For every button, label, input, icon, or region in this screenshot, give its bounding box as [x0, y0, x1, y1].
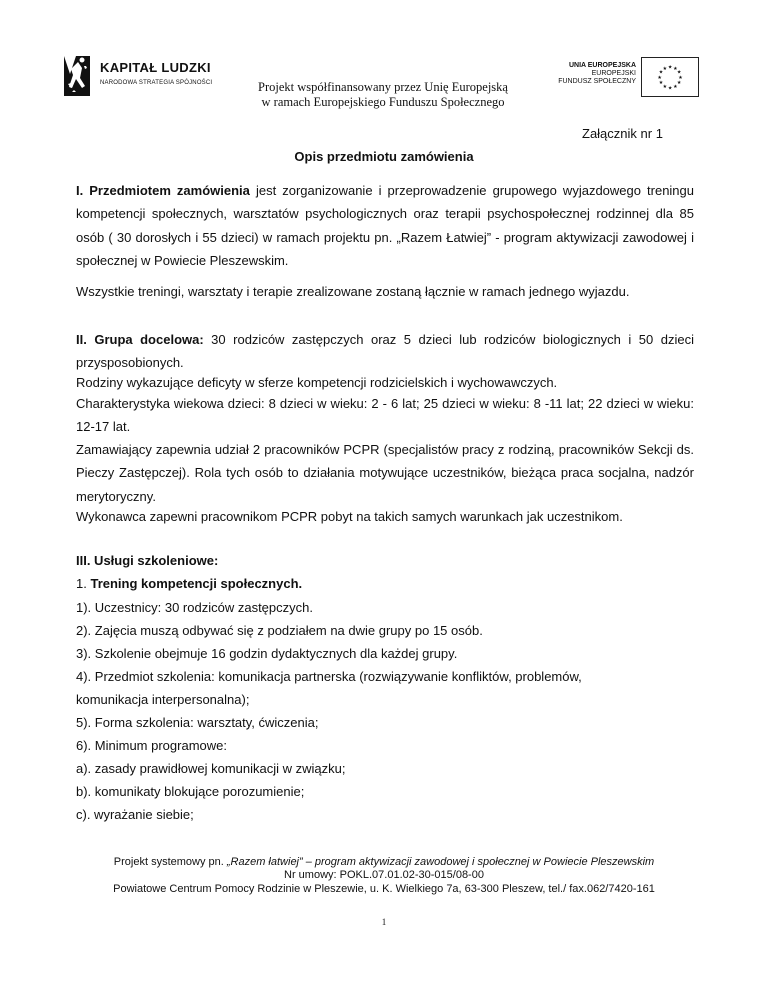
list-item: 6). Minimum programowe: — [76, 738, 227, 753]
annex-label: Załącznik nr 1 — [582, 126, 663, 141]
page-number: 1 — [381, 917, 387, 927]
list-item: 4). Przedmiot szkolenia: komunikacja partnerska (rozwiązywanie konfliktów, problemów, — [76, 669, 582, 684]
footer-address: Powiatowe Centrum Pomocy Rodzinie w Pleszewie, u. K. Wielkiego 7a, 63-300 Pleszew, tel./ fax.062/7420-161 — [113, 882, 655, 895]
eu-star-icon: ★ — [667, 86, 673, 92]
footer-contract: Nr umowy: POKL.07.01.02-30-015/08-00 — [284, 869, 484, 882]
eu-star-icon: ★ — [662, 84, 667, 90]
section-2-text: 30 rodziców zastępczych oraz 5 dzieci lub rodziców biologicznych i 50 dzieci przysposobionych. — [76, 332, 694, 371]
section-3-sub-number: 1. — [76, 576, 91, 591]
eu-label — [548, 62, 636, 86]
section-3-subheading — [76, 576, 302, 591]
list-item: komunikacja interpersonalna); — [76, 692, 250, 707]
eu-line-1: UNIA EUROPEJSKA — [568, 62, 636, 69]
section-1-text: jest zorganizowanie i przeprowadzenie grupowego wyjazdowego treningu kompetencji społecznych, warsztatów psychologicznych oraz terapii psychospołecznej rodzinnej dla 85 osób ( 30 dorosłych i 55 dzieci) w ramach projektu pn. „Razem Łatwiej” - program aktywizacji zawodowej i społecznej w Powiecie Pleszewskim. — [76, 183, 694, 269]
cofunding-line-2: w ramach Europejskiego Funduszu Społecznego — [261, 95, 505, 109]
eu-star-icon: ★ — [658, 70, 664, 76]
eu-star-icon: ★ — [658, 81, 664, 87]
section-2-p5: Wykonawca zapewni pracownikom PCPR pobyt na takich samych warunkach jak uczestnikom. — [76, 509, 623, 524]
section-1-heading: I. Przedmiotem zamówienia — [76, 183, 250, 198]
list-item: 5). Forma szkolenia: warsztaty, ćwiczenia; — [76, 715, 319, 730]
list-item: c). wyrażanie siebie; — [76, 807, 194, 822]
list-item: a). zasady prawidłowej komunikacji w związku; — [76, 761, 346, 776]
section-1-paragraph — [76, 179, 694, 273]
footer-project: „Razem łatwiej” – program aktywizacji zawodowej i społecznej w Powiecie Pleszewskim — [226, 856, 655, 868]
section-3-heading: III. Usługi szkoleniowe: — [76, 553, 219, 568]
page-title: Opis przedmiotu zamówienia — [294, 149, 474, 164]
eu-star-icon: ★ — [673, 66, 678, 72]
eu-star-icon: ★ — [678, 75, 683, 81]
logo-title: KAPITAŁ LUDZKI — [100, 60, 211, 75]
section-1-text-2: Wszystkie treningi, warsztaty i terapie zrealizowane zostaną łącznie w ramach jednego wyjazdu. — [76, 284, 630, 299]
eu-star-icon: ★ — [673, 84, 678, 90]
logo-subtitle: NARODOWA STRATEGIA SPÓJNOŚCI — [100, 80, 213, 86]
eu-line-3: FUNDUSZ SPOŁECZNY — [558, 78, 636, 85]
list-item: b). komunikaty blokujące porozumienie; — [76, 784, 305, 799]
kapital-ludzki-logo — [60, 54, 230, 104]
section-3-sub-title: Trening kompetencji społecznych. — [90, 576, 303, 591]
eu-star-icon: ★ — [667, 65, 673, 71]
eu-flag-icon — [641, 57, 699, 97]
section-2-p3: Charakterystyka wiekowa dzieci: 8 dzieci w wieku: 2 - 6 lat; 25 dzieci w wieku: 8 -11 lat; 22 dzieci w wieku: 12-17 lat. — [76, 396, 694, 435]
section-2-paragraph — [76, 328, 694, 375]
list-item: 3). Szkolenie obejmuje 16 godzin dydaktycznych dla każdej grupy. — [76, 646, 458, 661]
section-2-heading: II. Grupa docelowa: — [76, 332, 204, 347]
list-item: 1). Uczestnicy: 30 rodziców zastępczych. — [76, 600, 313, 615]
footer-project-line — [0, 856, 768, 869]
eu-star-icon: ★ — [676, 81, 682, 87]
footer-prefix: Projekt systemowy pn. — [113, 856, 227, 868]
page-footer — [0, 856, 768, 896]
list-item: 2). Zajęcia muszą odbywać się z podziałem na dwie grupy po 15 osób. — [76, 623, 483, 638]
cofunding-note — [228, 80, 538, 110]
kapital-ludzki-logo-icon — [60, 54, 94, 100]
section-2-p4: Zamawiający zapewnia udział 2 pracowników PCPR (specjalistów pracy z rodziną, pracowników Sekcji ds. Pieczy Zastępczej). Rola tych osób to działania motywujące uczestników, bieżąca praca socjalna, nadzór merytoryczny. — [76, 442, 694, 504]
eu-star-icon: ★ — [662, 66, 667, 72]
eu-star-icon: ★ — [676, 70, 682, 76]
eu-line-2: EUROPEJSKI — [591, 70, 636, 77]
eu-star-icon: ★ — [657, 75, 662, 81]
section-2-p2: Rodziny wykazujące deficyty w sferze kompetencji rodzicielskich i wychowawczych. — [76, 375, 558, 390]
cofunding-line-1: Projekt współfinansowany przez Unię Europejską — [258, 80, 508, 94]
